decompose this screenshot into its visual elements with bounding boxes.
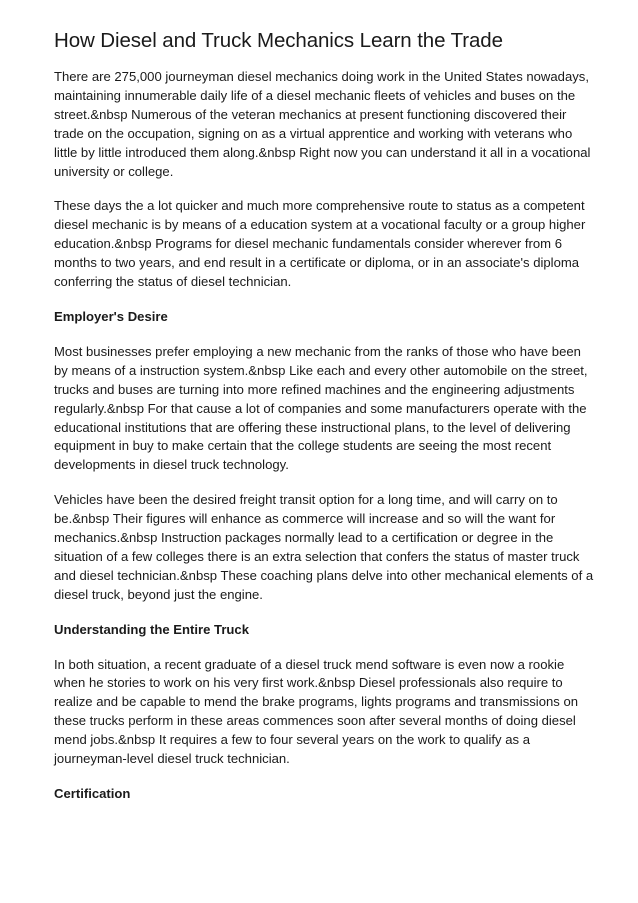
paragraph-line: maintaining innumerable daily life of a diesel mechanic fleets of vehicles and buses on the [54, 87, 576, 103]
paragraph [54, 197, 594, 292]
paragraph-line: These days the a lot quicker and much more comprehensive route to status as a competent [54, 198, 585, 214]
paragraph-line: education.&nbsp Programs for diesel mechanic fundamentals consider wherever from 6 [54, 236, 563, 252]
paragraph-line: university or college. [54, 163, 174, 179]
paragraph-line: realize and be capable to mend the brake programs, lights programs and transmissions on [54, 694, 579, 710]
paragraph-line: educational institutions that are offering these instructional plans, to the level of delivering [54, 419, 571, 435]
section-heading: Understanding the Entire Truck [54, 621, 249, 637]
paragraph-line: months to two years, and end result in a certificate or diploma, or in an associate's diploma [54, 255, 580, 271]
paragraph-line: mechanics.&nbsp Instruction packages normally lead to a certification or degree in the [54, 530, 554, 546]
paragraph-line: be.&nbsp Their figures will enhance as commerce will increase and so will the want for [54, 511, 556, 527]
paragraph-line: Vehicles have been the desired freight transit option for a long time, and will carry on to [54, 492, 558, 508]
paragraph-line: trucks and buses are turning into more refined machines and the engineering adjustments [54, 381, 575, 397]
document-body [54, 68, 594, 820]
paragraph-line: trade on the occupation, signing on as a virtual apprentice and working with veterans who [54, 125, 573, 141]
paragraph-line: when he stories to work on his very first work.&nbsp Diesel professionals also require to [54, 675, 563, 691]
paragraph-line: diesel truck, beyond just the engine. [54, 586, 263, 602]
document-title: How Diesel and Truck Mechanics Learn the Trade [54, 29, 503, 52]
paragraph-line: situation of a few colleges there is an extra selection that confers the status of master truck [54, 548, 580, 564]
paragraph [54, 491, 594, 604]
paragraph-line: journeyman-level diesel truck technician. [54, 751, 290, 767]
paragraph [54, 656, 594, 769]
paragraph-line: mend jobs.&nbsp It requires a few to four several years on the work to qualify as a [54, 732, 530, 748]
section-heading: Employer's Desire [54, 308, 168, 324]
paragraph-line: conferring the status of diesel technician. [54, 274, 292, 290]
paragraph-line: little by little introduced them along.&nbsp Right now you can understand it all in a vocational [54, 144, 591, 160]
paragraph [54, 343, 594, 475]
paragraph-line: There are 275,000 journeyman diesel mechanics doing work in the United States nowadays, [54, 69, 589, 84]
paragraph-line: by means of a instruction system.&nbsp Like each and every other automobile on the street, [54, 362, 588, 378]
paragraph [54, 68, 594, 181]
section-heading: Certification [54, 786, 131, 801]
paragraph-line: equipment in buy to make certain that the college students are seeing the most recent [54, 438, 552, 454]
paragraph-line: these trucks perform in these areas commences soon after several months of doing diesel [54, 713, 576, 729]
paragraph-line: developments in diesel truck technology. [54, 457, 289, 473]
paragraph-line: diesel mechanic is by means of a education system at a vocational faculty or a group higher [54, 217, 586, 233]
paragraph-line: regularly.&nbsp For that cause a lot of companies and some manufacturers operate with the [54, 400, 587, 416]
paragraph-line: street.&nbsp Numerous of the veteran mechanics at present functioning discovered their [54, 106, 567, 122]
paragraph-line: and diesel technician.&nbsp These coaching plans delve into other mechanical elements of a [54, 567, 594, 583]
paragraph-line: In both situation, a recent graduate of a diesel truck mend software is even now a rookie [54, 656, 565, 672]
paragraph-line: Most businesses prefer employing a new mechanic from the ranks of those who have been [54, 343, 581, 359]
